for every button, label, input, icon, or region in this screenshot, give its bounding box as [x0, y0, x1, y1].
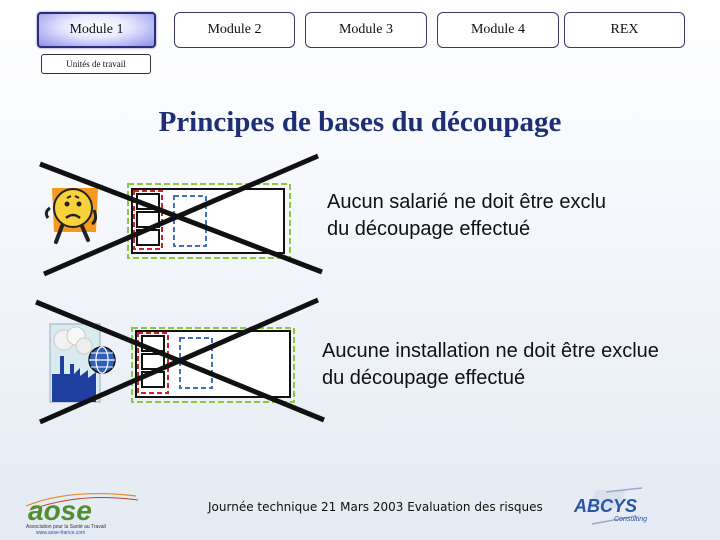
principle-1-text — [327, 189, 606, 243]
footer-text: Journée technique 21 Mars 2003 Evaluation des risques — [208, 500, 543, 514]
tab-module-3[interactable]: Module 3 — [305, 12, 427, 48]
page-title: Principes de bases du découpage — [158, 106, 562, 138]
principle-1-figure — [36, 150, 328, 278]
principle-2-figure — [34, 296, 326, 426]
unites-de-travail-button[interactable]: Unités de travail — [41, 54, 151, 74]
tab-rex[interactable]: REX — [564, 12, 685, 48]
principle-1-line-1: Aucun salarié ne doit être exclu — [327, 191, 607, 213]
tab-module-1[interactable]: Module 1 — [37, 12, 156, 48]
principle-2-line-1: Aucune installation ne doit être exclue — [322, 340, 659, 362]
factory-globe-icon — [50, 324, 115, 402]
principle-2-line-2: du découpage effectué — [322, 367, 526, 389]
principle-1-line-2: du découpage effectué — [327, 218, 531, 240]
abcys-logo — [566, 486, 694, 530]
tab-module-4[interactable]: Module 4 — [437, 12, 559, 48]
svg-text:Consulting: Consulting — [614, 516, 648, 523]
svg-text:aose: aose — [28, 495, 92, 526]
svg-text:Association pour la Santé au T: Association pour la Santé au Travail — [26, 524, 106, 530]
svg-text:ABCYS: ABCYS — [574, 496, 638, 516]
principle-2-text — [322, 338, 659, 392]
worried-worker-icon — [46, 188, 98, 242]
svg-text:www.aose-france.com: www.aose-france.com — [36, 530, 86, 536]
tab-module-2[interactable]: Module 2 — [174, 12, 295, 48]
aose-logo — [20, 486, 142, 536]
